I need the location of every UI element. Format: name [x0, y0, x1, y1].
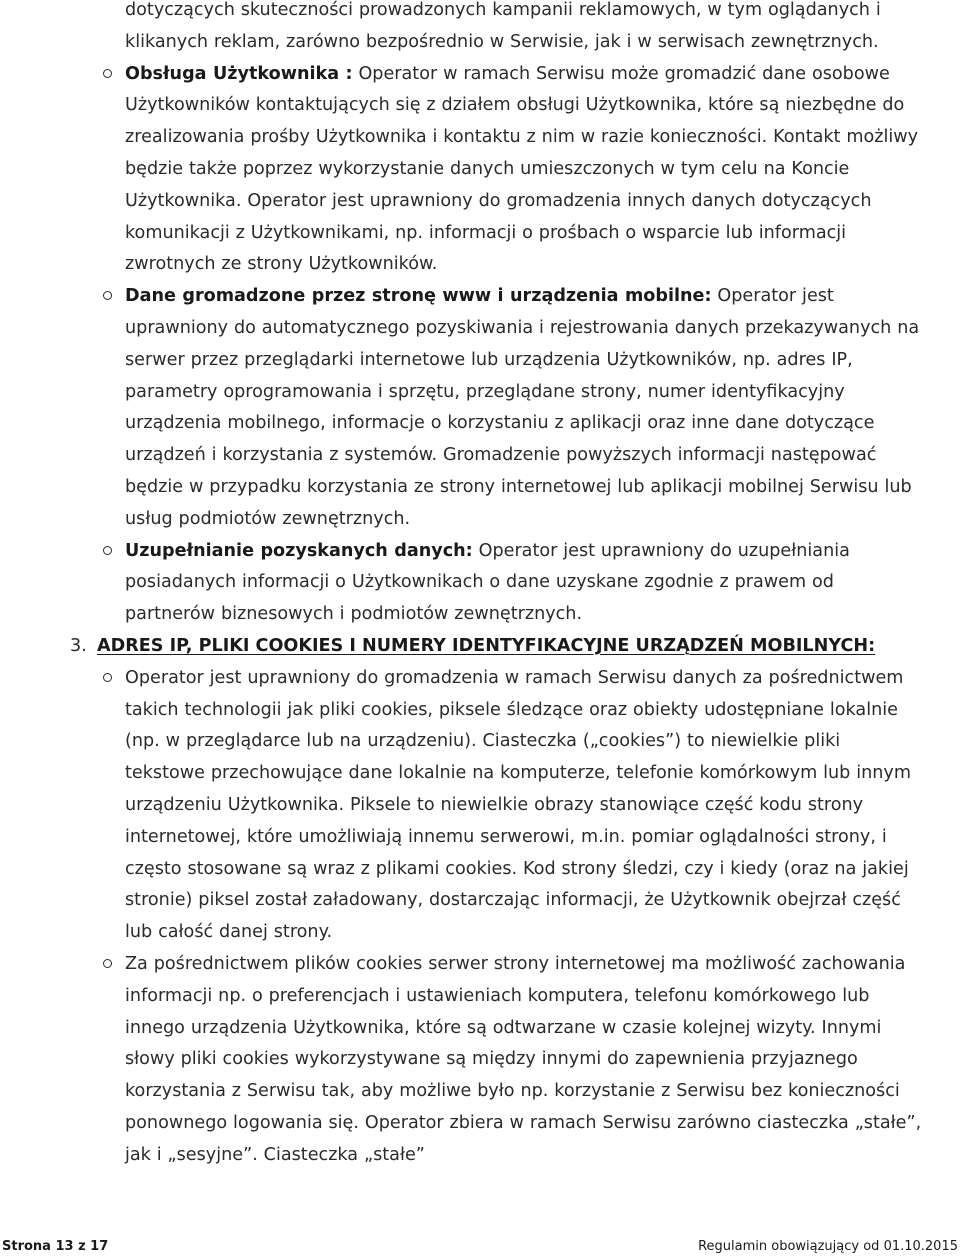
circle-bullet-icon [103, 291, 112, 300]
bullet-text: Operator jest uprawniony do gromadzenia w ramach Serwisu danych za pośrednictwem takich technologii jak pliki cookies, piksele śledzące oraz obiekty udostępniane lokalnie (np. w przeglądarce lub na urządzeniu). Ciasteczka („cookies”) to niewielkie pliki tekstowe przechowujące dane lokalnie na komputerze, telefonie komórkowym lub innym urządzeniu Użytkownika. Piksele to niewielkie obrazy stanowiące część kodu strony internetowej, które umożliwiają innemu serwerowi, m.in. pomiar oglądalności strony, i często stosowane są wraz z plikami cookies. Kod strony śledzi, czy i kiedy (oraz na jakiej stronie) piksel został załadowany, dostarczając informacji, że Użytkownik obejrzał część lub całość danej strony. [125, 667, 911, 943]
bullet-cookies-server [125, 949, 925, 1172]
page-footer [0, 1238, 960, 1256]
bullet-text: Operator jest uprawniony do uzupełniania posiadanych informacji o Użytkownikach o dane uzyskane zgodnie z prawem od partnerów biznesowych i podmiotów zewnętrznych. [125, 540, 850, 625]
bullet-lead: Uzupełnianie pozyskanych danych: [125, 540, 473, 561]
continuation-paragraph: dotyczących skuteczności prowadzonych kampanii reklamowych, w tym oglądanych i klikanych reklam, zarówno bezpośrednio w Serwisie, jak i w serwisach zewnętrznych. [125, 0, 881, 52]
bullet-lead: Obsługa Użytkownika : [125, 63, 353, 84]
circle-bullet-icon [103, 69, 112, 78]
circle-bullet-icon [103, 959, 112, 968]
bullet-web-mobile-data [125, 281, 925, 535]
bullet-text: Za pośrednictwem plików cookies serwer strony internetowej ma możliwość zachowania informacji np. o preferencjach i ustawieniach komputera, telefonu komórkowego lub innego urządzenia Użytkownika, które są odtwarzane w czasie kolejnej wizyty. Innymi słowy pliki cookies wykorzystywane są między innymi do zapewnienia przyjaznego korzystania z Serwisu tak, aby możliwe było np. korzystanie z Serwisu bez konieczności ponownego logowania się. Operator zbiera w ramach Serwisu zarówno ciasteczka „stałe”, jak i „sesyjne”. Ciasteczka „stałe” [125, 953, 922, 1165]
bullet-customer-service [125, 59, 925, 282]
bullet-lead: Dane gromadzone przez stronę www i urządzenia mobilne: [125, 286, 712, 307]
circle-bullet-icon [103, 673, 112, 682]
section-heading [70, 631, 937, 663]
bullet-text: Operator jest uprawniony do automatycznego pozyskiwania i rejestrowania danych przekazywanych na serwer przez przeglądarki internetowe lub urządzenia Użytkowników, np. adres IP, parametry oprogramowania i sprzętu, przeglądane strony, numer identyfikacyjny urządzenia mobilnego, informacje o korzystaniu z aplikacji oraz inne dane dotyczące urządzeń i korzystania z systemów. Gromadzenie powyższych informacji następować będzie w przypadku korzystania ze strony internetowej lub aplikacji mobilnej Serwisu lub usług podmiotów zewnętrznych. [125, 286, 920, 529]
regulation-validity: Regulamin obowiązujący od 01.10.2015 [698, 1239, 958, 1254]
section-number: 3. [70, 635, 87, 656]
section-title: ADRES IP, PLIKI COOKIES I NUMERY IDENTYFIKACYJNE URZĄDZEŃ MOBILNYCH: [97, 635, 876, 656]
bullet-text: Operator w ramach Serwisu może gromadzić dane osobowe Użytkowników kontaktujących się z działem obsługi Użytkownika, które są niezbędne do zrealizowania prośby Użytkownika i kontaktu z nim w razie konieczności. Kontakt możliwy będzie także poprzez wykorzystanie danych umieszczonych w tym celu na Koncie Użytkownika. Operator jest uprawniony do gromadzenia innych danych dotyczących komunikacji z Użytkownikami, np. informacji o prośbach o wsparcie lub informacji zwrotnych ze strony Użytkowników. [125, 63, 919, 275]
bullet-cookies-technologies [125, 663, 925, 949]
circle-bullet-icon [103, 546, 112, 555]
bullet-data-supplementing [125, 536, 925, 631]
page-number: Strona 13 z 17 [2, 1239, 109, 1254]
